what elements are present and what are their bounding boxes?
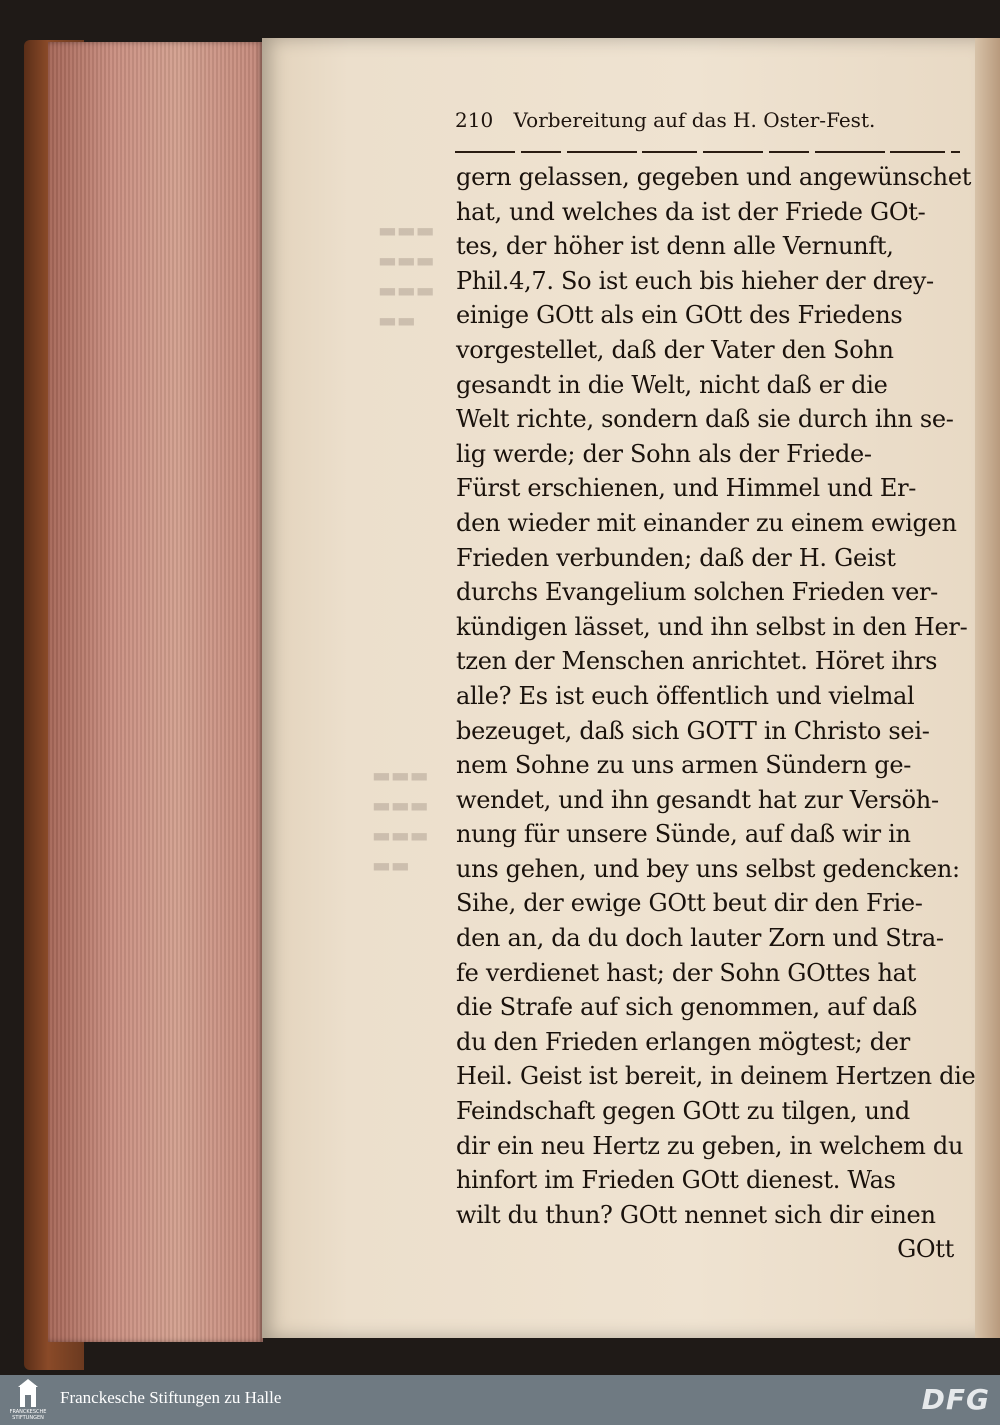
logo-text: FRANCKESCHE STIFTUNGEN — [9, 1409, 47, 1421]
page-edges — [48, 42, 263, 1342]
text-line: uns gehen, und bey uns selbst gedencken: — [456, 854, 960, 883]
text-line: durchs Evangelium solchen Frieden ver- — [456, 578, 938, 607]
text-line: hinfort im Frieden GOtt dienest. Was — [456, 1166, 896, 1195]
text-line: den an, da du doch lauter Zorn und Stra- — [456, 924, 944, 953]
text-line: wilt du thun? GOtt nennet sich dir einen — [456, 1200, 936, 1229]
text-line: nem Sohne zu uns armen Sündern ge- — [456, 751, 912, 780]
text-line: fe verdienet hast; der Sohn GOttes hat — [456, 958, 916, 987]
text-line: tes, der höher ist denn alle Vernunft, — [456, 232, 894, 261]
text-line: Welt richte, sondern daß sie durch ihn se- — [456, 405, 954, 434]
text-line: bezeuget, daß sich GOTT in Christo sei- — [456, 716, 930, 745]
page-number: 210 — [455, 108, 494, 132]
text-line: wendet, und ihn gesandt hat zur Versöh- — [456, 785, 939, 814]
text-line: gern gelassen, gegeben und angewünschet — [456, 163, 972, 191]
institution-name: Franckesche Stiftungen zu Halle — [60, 1388, 282, 1407]
next-page-edge — [975, 38, 1000, 1338]
text-line: kündigen lässet, und ihn selbst in den Her- — [456, 612, 968, 641]
text-line: tzen der Menschen anrichtet. Höret ihrs — [456, 647, 938, 676]
text-line: lig werde; der Sohn als der Friede- — [456, 439, 872, 468]
show-through-text: ▬▬▬ ▬▬▬ ▬▬▬ ▬▬ — [372, 763, 429, 877]
text-line: gesandt in die Welt, nicht daß er die — [456, 370, 888, 399]
viewer-footer — [0, 1375, 1000, 1425]
text-line: Phil.4,7. So ist euch bis hieher der drey- — [456, 266, 934, 295]
text-line: Frieden verbunden; daß der H. Geist — [456, 543, 896, 572]
show-through-text: ▬▬▬ ▬▬▬ ▬▬▬ ▬▬ — [378, 218, 435, 332]
text-line: Fürst erschienen, und Himmel und Er- — [456, 474, 917, 503]
text-line: Sihe, der ewige GOtt beut dir den Frie- — [456, 889, 923, 918]
running-head-title: Vorbereitung auf das H. Oster-Fest. — [513, 108, 876, 132]
text-line: alle? Es ist euch öffentlich und vielmal — [456, 681, 915, 710]
text-line: Feindschaft gegen GOtt zu tilgen, und — [456, 1097, 910, 1126]
text-line: dir ein neu Hertz zu geben, in welchem du — [456, 1131, 964, 1160]
text-line: nung für unsere Sünde, auf daß wir in — [456, 820, 911, 849]
text-line: die Strafe auf sich genommen, auf daß — [456, 993, 918, 1022]
catchword: GOtt — [897, 1235, 954, 1264]
text-line: den wieder mit einander zu einem ewigen — [456, 508, 957, 537]
text-line: du den Frieden erlangen mögtest; der — [456, 1027, 910, 1056]
header-rule — [455, 148, 960, 156]
dfg-logo: DFG — [921, 1383, 990, 1416]
text-line: Heil. Geist ist bereit, in deinem Hertzen die — [456, 1062, 976, 1091]
running-head — [455, 108, 945, 148]
text-line: vorgestellet, daß der Vater den Sohn — [456, 335, 894, 364]
text-line: einige GOtt als ein GOtt des Friedens — [456, 301, 903, 330]
text-line: hat, und welches da ist der Friede GOt- — [456, 197, 926, 226]
body-text — [456, 160, 976, 1267]
